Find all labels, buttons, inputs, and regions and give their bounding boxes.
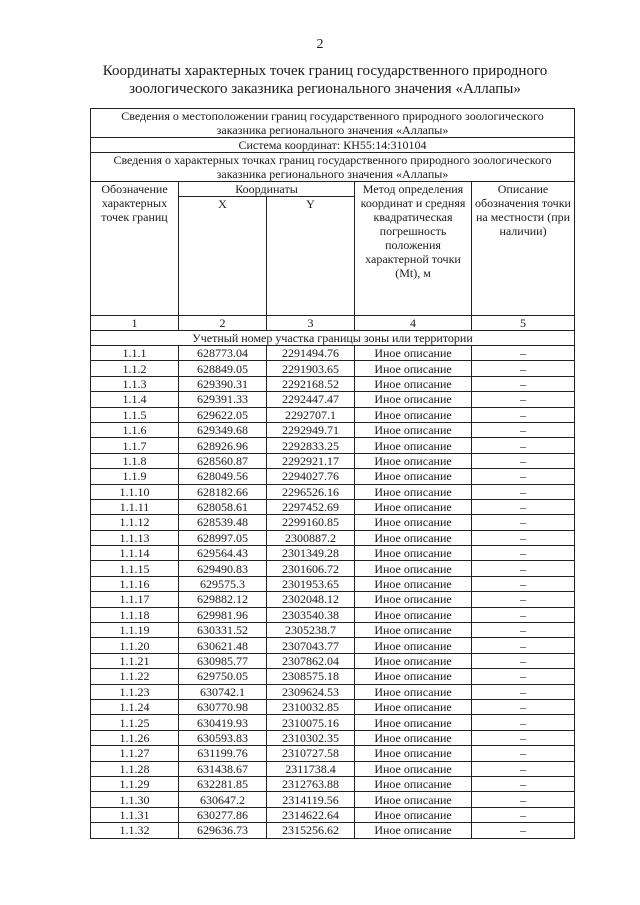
- header-x: X: [179, 197, 267, 316]
- page-number: 2: [316, 37, 324, 52]
- method-value: Иное описание: [355, 807, 472, 822]
- table-row: [91, 422, 575, 437]
- description-value: –: [472, 576, 575, 591]
- point-id: 1.1.21: [91, 653, 179, 668]
- header-point-designation: Обозначение характерных точек границ: [91, 182, 179, 316]
- method-value: Иное описание: [355, 546, 472, 561]
- table-row: [91, 361, 575, 376]
- table-row: [91, 653, 575, 668]
- point-id: 1.1.1: [91, 346, 179, 361]
- point-id: 1.1.19: [91, 623, 179, 638]
- x-value: 629575.3: [179, 576, 267, 591]
- method-value: Иное описание: [355, 761, 472, 776]
- description-value: –: [472, 746, 575, 761]
- description-value: –: [472, 453, 575, 468]
- y-value: 2310727.58: [267, 746, 355, 761]
- description-value: –: [472, 607, 575, 622]
- description-value: –: [472, 438, 575, 453]
- y-value: 2292168.52: [267, 376, 355, 391]
- point-id: 1.1.14: [91, 546, 179, 561]
- description-value: –: [472, 623, 575, 638]
- column-number-2: 2: [179, 316, 267, 331]
- method-value: Иное описание: [355, 469, 472, 484]
- x-value: 629636.73: [179, 823, 267, 838]
- point-id: 1.1.32: [91, 823, 179, 838]
- method-value: Иное описание: [355, 438, 472, 453]
- method-value: Иное описание: [355, 361, 472, 376]
- table-row: [91, 499, 575, 514]
- description-value: –: [472, 715, 575, 730]
- point-id: 1.1.28: [91, 761, 179, 776]
- method-value: Иное описание: [355, 684, 472, 699]
- description-value: –: [472, 499, 575, 514]
- table-row: [91, 684, 575, 699]
- x-value: 630647.2: [179, 792, 267, 807]
- point-id: 1.1.13: [91, 530, 179, 545]
- description-value: –: [472, 823, 575, 838]
- method-value: Иное описание: [355, 515, 472, 530]
- method-value: Иное описание: [355, 715, 472, 730]
- method-value: Иное описание: [355, 746, 472, 761]
- method-value: Иное описание: [355, 792, 472, 807]
- x-value: 629750.05: [179, 669, 267, 684]
- x-value: 630621.48: [179, 638, 267, 653]
- header-coordinates: Координаты: [179, 182, 355, 197]
- x-value: 630419.93: [179, 715, 267, 730]
- y-value: 2294027.76: [267, 469, 355, 484]
- x-value: 630331.52: [179, 623, 267, 638]
- y-value: 2292707.1: [267, 407, 355, 422]
- description-value: –: [472, 346, 575, 361]
- y-value: 2314622.64: [267, 807, 355, 822]
- point-id: 1.1.6: [91, 422, 179, 437]
- y-value: 2310075.16: [267, 715, 355, 730]
- method-value: Иное описание: [355, 653, 472, 668]
- description-value: –: [472, 530, 575, 545]
- table-row: [91, 484, 575, 499]
- y-value: 2303540.38: [267, 607, 355, 622]
- section-points-header: [91, 153, 575, 182]
- y-value: 2305238.7: [267, 623, 355, 638]
- x-value: 628049.56: [179, 469, 267, 484]
- method-value: Иное описание: [355, 561, 472, 576]
- table-row: [91, 792, 575, 807]
- column-number-3: 3: [267, 316, 355, 331]
- y-value: 2307862.04: [267, 653, 355, 668]
- y-value: 2292447.47: [267, 392, 355, 407]
- method-value: Иное описание: [355, 484, 472, 499]
- y-value: 2292833.25: [267, 438, 355, 453]
- section-boundaries-header: [91, 109, 575, 138]
- x-value: 629490.83: [179, 561, 267, 576]
- x-value: 630742.1: [179, 684, 267, 699]
- description-value: –: [472, 669, 575, 684]
- y-value: 2301349.28: [267, 546, 355, 561]
- description-value: –: [472, 699, 575, 714]
- table-row: [91, 546, 575, 561]
- y-value: 2314119.56: [267, 792, 355, 807]
- description-value: –: [472, 376, 575, 391]
- column-number-5: 5: [472, 316, 575, 331]
- document-title: [95, 62, 555, 98]
- description-value: –: [472, 653, 575, 668]
- method-value: Иное описание: [355, 592, 472, 607]
- y-value: 2307043.77: [267, 638, 355, 653]
- table-row: [91, 561, 575, 576]
- column-number-4: 4: [355, 316, 472, 331]
- point-id: 1.1.16: [91, 576, 179, 591]
- table-row: [91, 699, 575, 714]
- header-y: Y: [267, 197, 355, 316]
- point-id: 1.1.17: [91, 592, 179, 607]
- table-row: [91, 530, 575, 545]
- section-points-line-1: Сведения о характерных точках границ государственного природного зоологического: [113, 153, 552, 167]
- table-row: [91, 730, 575, 745]
- y-value: 2292949.71: [267, 422, 355, 437]
- y-value: 2300887.2: [267, 530, 355, 545]
- x-value: 628849.05: [179, 361, 267, 376]
- description-value: –: [472, 422, 575, 437]
- table-row: [91, 746, 575, 761]
- point-id: 1.1.9: [91, 469, 179, 484]
- method-value: Иное описание: [355, 669, 472, 684]
- x-value: 630770.98: [179, 699, 267, 714]
- header-method: Метод определения координат и средняя квадратическая погрешность положения характерной точки (Mt), м: [355, 182, 472, 316]
- description-value: –: [472, 638, 575, 653]
- point-id: 1.1.18: [91, 607, 179, 622]
- title-line-2: зоологического заказника регионального значения «Аллапы»: [129, 81, 521, 97]
- point-id: 1.1.12: [91, 515, 179, 530]
- x-value: 629390.31: [179, 376, 267, 391]
- table-row: [91, 715, 575, 730]
- table-row: [91, 376, 575, 391]
- x-value: 631438.67: [179, 761, 267, 776]
- description-value: –: [472, 561, 575, 576]
- table-row: [91, 823, 575, 838]
- description-value: –: [472, 484, 575, 499]
- y-value: 2301606.72: [267, 561, 355, 576]
- method-value: Иное описание: [355, 699, 472, 714]
- y-value: 2315256.62: [267, 823, 355, 838]
- table-row: [91, 515, 575, 530]
- section-points-line-2: заказника регионального значения «Аллапы»: [216, 167, 449, 181]
- table-row: [91, 438, 575, 453]
- y-value: 2310032.85: [267, 699, 355, 714]
- x-value: 631199.76: [179, 746, 267, 761]
- table-row: [91, 576, 575, 591]
- x-value: 629981.96: [179, 607, 267, 622]
- x-value: 628058.61: [179, 499, 267, 514]
- method-value: Иное описание: [355, 730, 472, 745]
- method-value: Иное описание: [355, 392, 472, 407]
- point-id: 1.1.3: [91, 376, 179, 391]
- point-id: 1.1.4: [91, 392, 179, 407]
- y-value: 2302048.12: [267, 592, 355, 607]
- x-value: 629349.68: [179, 422, 267, 437]
- point-id: 1.1.10: [91, 484, 179, 499]
- method-value: Иное описание: [355, 607, 472, 622]
- x-value: 628560.87: [179, 453, 267, 468]
- description-value: –: [472, 392, 575, 407]
- x-value: 628539.48: [179, 515, 267, 530]
- table-row: [91, 453, 575, 468]
- point-id: 1.1.25: [91, 715, 179, 730]
- y-value: 2309624.53: [267, 684, 355, 699]
- point-id: 1.1.27: [91, 746, 179, 761]
- method-value: Иное описание: [355, 776, 472, 791]
- y-value: 2301953.65: [267, 576, 355, 591]
- y-value: 2312763.88: [267, 776, 355, 791]
- method-value: Иное описание: [355, 407, 472, 422]
- y-value: 2310302.35: [267, 730, 355, 745]
- method-value: Иное описание: [355, 346, 472, 361]
- y-value: 2291903.65: [267, 361, 355, 376]
- description-value: –: [472, 361, 575, 376]
- point-id: 1.1.26: [91, 730, 179, 745]
- description-value: –: [472, 469, 575, 484]
- y-value: 2308575.18: [267, 669, 355, 684]
- x-value: 630985.77: [179, 653, 267, 668]
- point-id: 1.1.8: [91, 453, 179, 468]
- y-value: 2311738.4: [267, 761, 355, 776]
- point-id: 1.1.29: [91, 776, 179, 791]
- x-value: 629622.05: [179, 407, 267, 422]
- point-id: 1.1.11: [91, 499, 179, 514]
- table-row: [91, 469, 575, 484]
- point-id: 1.1.31: [91, 807, 179, 822]
- description-value: –: [472, 407, 575, 422]
- x-value: 629391.33: [179, 392, 267, 407]
- description-value: –: [472, 761, 575, 776]
- x-value: 632281.85: [179, 776, 267, 791]
- x-value: 630593.83: [179, 730, 267, 745]
- method-value: Иное описание: [355, 530, 472, 545]
- section-boundaries-line-2: заказника регионального значения «Аллапы»: [216, 123, 449, 137]
- y-value: 2292921.17: [267, 453, 355, 468]
- parcel-caption: Учетный номер участка границы зоны или территории: [91, 331, 575, 346]
- table-row: [91, 807, 575, 822]
- table-row: [91, 776, 575, 791]
- table-row: [91, 761, 575, 776]
- method-value: Иное описание: [355, 422, 472, 437]
- point-id: 1.1.30: [91, 792, 179, 807]
- x-value: 629564.43: [179, 546, 267, 561]
- point-id: 1.1.5: [91, 407, 179, 422]
- method-value: Иное описание: [355, 376, 472, 391]
- table-row: [91, 623, 575, 638]
- table-row: [91, 669, 575, 684]
- description-value: –: [472, 807, 575, 822]
- method-value: Иное описание: [355, 623, 472, 638]
- x-value: 628773.04: [179, 346, 267, 361]
- x-value: 630277.86: [179, 807, 267, 822]
- description-value: –: [472, 684, 575, 699]
- x-value: 628182.66: [179, 484, 267, 499]
- point-id: 1.1.24: [91, 699, 179, 714]
- method-value: Иное описание: [355, 638, 472, 653]
- x-value: 628997.05: [179, 530, 267, 545]
- y-value: 2299160.85: [267, 515, 355, 530]
- x-value: 629882.12: [179, 592, 267, 607]
- y-value: 2297452.69: [267, 499, 355, 514]
- table-row: [91, 638, 575, 653]
- point-id: 1.1.23: [91, 684, 179, 699]
- y-value: 2291494.76: [267, 346, 355, 361]
- table-row: [91, 392, 575, 407]
- description-value: –: [472, 792, 575, 807]
- table-row: [91, 346, 575, 361]
- column-number-1: 1: [91, 316, 179, 331]
- description-value: –: [472, 776, 575, 791]
- point-id: 1.1.15: [91, 561, 179, 576]
- header-description: Описание обозначения точки на местности (при наличии): [472, 182, 575, 316]
- table-row: [91, 592, 575, 607]
- method-value: Иное описание: [355, 499, 472, 514]
- coordinates-table: [90, 108, 575, 839]
- table-row: [91, 607, 575, 622]
- description-value: –: [472, 515, 575, 530]
- method-value: Иное описание: [355, 823, 472, 838]
- section-boundaries-line-1: Сведения о местоположении границ государственного природного зоологического: [121, 109, 544, 123]
- point-id: 1.1.20: [91, 638, 179, 653]
- point-id: 1.1.2: [91, 361, 179, 376]
- description-value: –: [472, 730, 575, 745]
- table-row: [91, 407, 575, 422]
- point-id: 1.1.22: [91, 669, 179, 684]
- point-id: 1.1.7: [91, 438, 179, 453]
- description-value: –: [472, 546, 575, 561]
- title-line-1: Координаты характерных точек границ государственного природного: [102, 63, 548, 79]
- method-value: Иное описание: [355, 453, 472, 468]
- coordinate-system: Система координат: КН55:14:310104: [91, 138, 575, 153]
- method-value: Иное описание: [355, 576, 472, 591]
- y-value: 2296526.16: [267, 484, 355, 499]
- x-value: 628926.96: [179, 438, 267, 453]
- description-value: –: [472, 592, 575, 607]
